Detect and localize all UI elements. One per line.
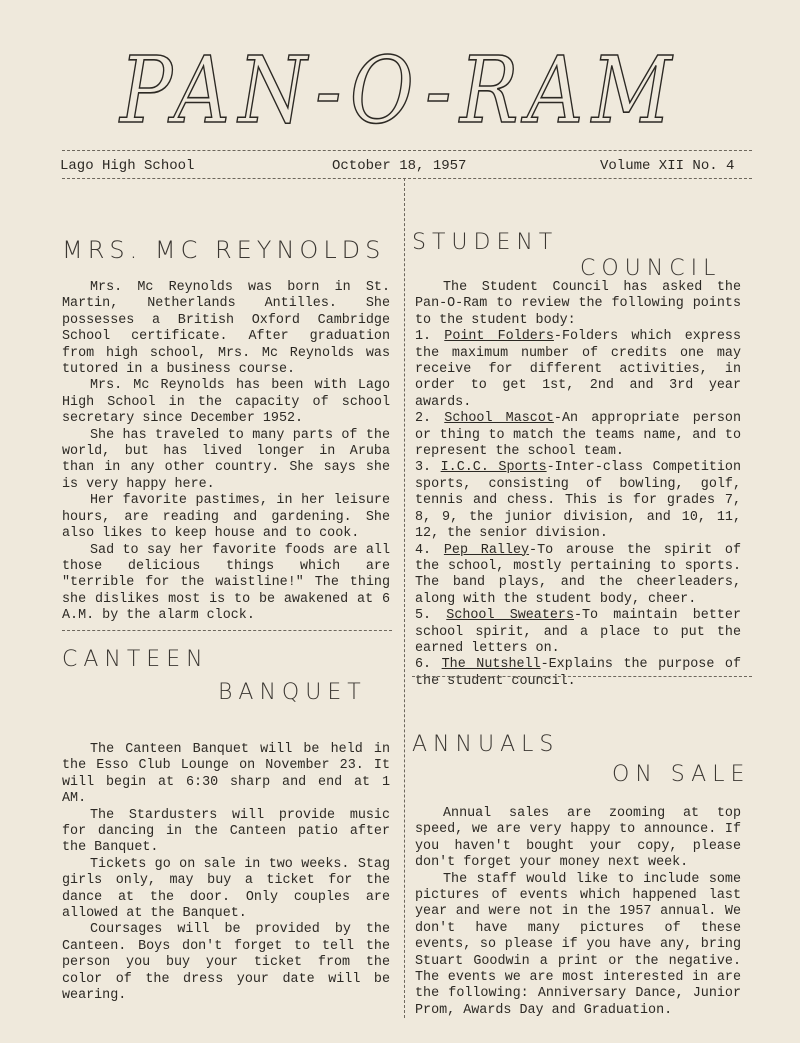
council-article <box>415 280 741 690</box>
canteen-paragraph: The Canteen Banquet will be held in the Esso Club Lounge on November 23. It will begin at 6:30 sharp and end at 1 AM. <box>62 742 390 807</box>
council-item-title: Pep Ralley <box>443 542 530 558</box>
council-rule <box>412 676 752 677</box>
annuals-paragraph: The staff would like to include some pictures of events which happened last year and were not in the 1957 annual. We don't have many pictures of these events, so please if you have any, bring Stuart Goodwin a print or the negative. The events we are most interested in are the following: Anniversary Dance, Junior Prom, Awards Day and Graduation. <box>415 871 741 1018</box>
issue-date: October 18, 1957 <box>332 158 467 174</box>
council-item-title: Point Folders <box>444 329 554 345</box>
council-headline-1: STUDENT <box>412 230 559 255</box>
council-item: 1. Point Folders-Folders which express the maximum number of credits one may receive for different activities, in order to get 1st, 2nd and 3rd year awards. <box>415 329 741 410</box>
council-item-title: School Sweaters <box>446 608 574 624</box>
canteen-paragraph: The Stardusters will provide music for dancing in the Canteen patio after the Banquet. <box>62 807 390 856</box>
council-item-title: School Mascot <box>444 411 554 427</box>
canteen-paragraph: Coursages will be provided by the Canteen. Boys don't forget to tell the person you buy your ticket from the color of the dress your date will be wearing. <box>62 922 390 1004</box>
reynolds-paragraph: She has traveled to many parts of the world, but has lived longer in Aruba than in any other country. She says she is very happy here. <box>62 427 390 492</box>
info-rule <box>62 178 752 179</box>
annuals-headline-1: ANNUALS <box>412 732 560 757</box>
column-divider <box>404 178 405 1018</box>
council-item-title: The Nutshell <box>441 657 541 673</box>
council-item: 3. I.C.C. Sports-Inter-class Competition sports, consisting of bowling, golf, tennis and chess. This is for grades 7, 8, 9, the junior division, and 10, 11, 12, the senior division. <box>415 460 741 542</box>
school-name: Lago High School <box>60 158 195 174</box>
annuals-article <box>415 806 741 1019</box>
canteen-paragraph: Tickets go on sale in two weeks. Stag girls only, may buy a ticket for the dance at the door. Only couples are allowed at the Banquet. <box>62 856 390 922</box>
reynolds-article <box>62 280 390 625</box>
annuals-headline-2: ON SALE <box>612 762 751 787</box>
masthead <box>0 40 800 150</box>
canteen-headline-1: CANTEEN <box>62 647 209 672</box>
reynolds-paragraph: Mrs. Mc Reynolds was born in St. Martin, Netherlands Antilles. She possesses a British Oxford Cambridge School certificate. After graduation from high school, Mrs. Mc Reynolds was tutored in a business course. <box>62 280 390 378</box>
canteen-article <box>62 742 390 1005</box>
council-item: 6. The Nutshell-Explains the purpose of the student council. <box>415 657 741 689</box>
reynolds-paragraph: Sad to say her favorite foods are all those delicious things which are "terrible for the waistline!" The thing she dislikes most is to be awakened at 6 A.M. by the alarm clock. <box>62 542 390 624</box>
council-intro: The Student Council has asked the Pan-O-Ram to review the following points to the student body: <box>415 280 741 328</box>
council-headline-2: COUNCIL <box>580 256 722 281</box>
masthead-rule <box>62 150 752 151</box>
reynolds-rule <box>62 630 392 631</box>
info-bar <box>60 158 760 180</box>
council-item-title: I.C.C. Sports <box>440 460 547 476</box>
reynolds-paragraph: Mrs. Mc Reynolds has been with Lago High School in the capacity of school secretary since December 1952. <box>62 378 390 427</box>
masthead-title-text: PAN-O-RAM <box>118 40 680 144</box>
canteen-headline-2: BANQUET <box>218 680 367 705</box>
volume-number: Volume XII No. 4 <box>600 158 735 174</box>
reynolds-headline: MRS. MC REYNOLDS <box>62 236 386 264</box>
masthead-title <box>0 40 800 150</box>
council-item: 2. School Mascot-An appropriate person or thing to match the teams name, and to represent the school team. <box>415 411 741 460</box>
council-item: 5. School Sweaters-To maintain better school spirit, and a place to put the earned letters on. <box>415 608 741 656</box>
reynolds-paragraph: Her favorite pastimes, in her leisure hours, are reading and gardening. She also likes to keep house and to cook. <box>62 493 390 542</box>
annuals-paragraph: Annual sales are zooming at top speed, we are very happy to announce. If you haven't bought your copy, please don't forget your money next week. <box>415 806 741 871</box>
council-item: 4. Pep Ralley-To arouse the spirit of the school, mostly pertaining to sports. The band plays, and the cheerleaders, along with the student body, cheer. <box>415 542 741 607</box>
